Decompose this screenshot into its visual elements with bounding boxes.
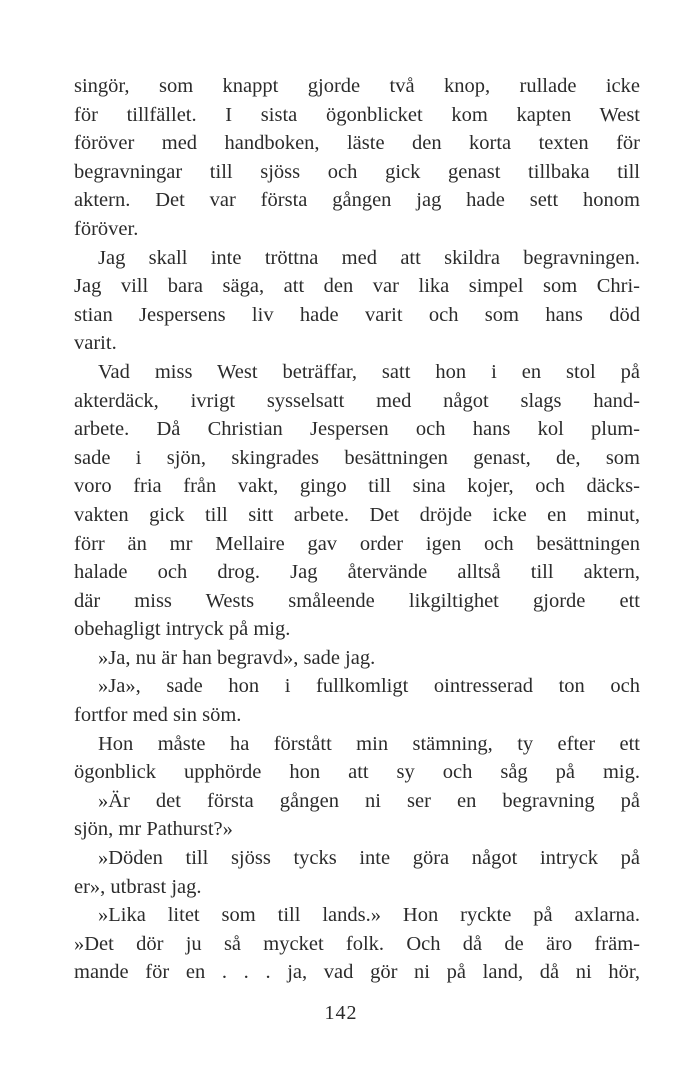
text-line: obehagligt intryck på mig.: [74, 618, 291, 641]
text-line: aktern. Det var första gången jag hade sett honom: [74, 189, 640, 212]
text-line: voro fria från vakt, gingo till sina kojer, och däcks-: [74, 475, 640, 498]
text-line: er», utbrast jag.: [74, 875, 202, 898]
text-line: Vad miss West beträffar, satt hon i en stol på: [98, 360, 640, 383]
text-line: fortfor med sin söm.: [74, 704, 242, 727]
text-line: »Det dör ju så mycket folk. Och då de äro främ-: [74, 932, 640, 955]
page-number: 142: [324, 1002, 358, 1024]
text-line: »Lika litet som till lands.» Hon ryckte på axlarna.: [98, 904, 640, 927]
text-line: »Är det första gången ni ser en begravning på: [98, 789, 640, 812]
text-line: »Döden till sjöss tycks inte göra något intryck på: [98, 847, 640, 870]
text-line: Hon måste ha förstått min stämning, ty efter ett: [98, 732, 640, 755]
text-line: mande för en . . . ja, vad gör ni på land, då ni hör,: [74, 961, 640, 984]
text-line: sade i sjön, skingrades besättningen genast, de, som: [74, 446, 640, 469]
text-line: Jag vill bara säga, att den var lika simpel som Chri-: [74, 275, 640, 298]
text-line: akterdäck, ivrigt sysselsatt med något slags hand-: [74, 389, 640, 412]
text-line: för tillfället. I sista ögonblicket kom kapten West: [74, 103, 640, 126]
text-line: »Ja», sade hon i fullkomligt ointresserad ton och: [98, 675, 640, 698]
text-line: föröver.: [74, 217, 139, 240]
text-line: halade och drog. Jag återvände alltså till aktern,: [74, 561, 640, 584]
text-line: singör, som knappt gjorde två knop, rullade icke: [74, 75, 640, 97]
text-line: stian Jespersens liv hade varit och som hans död: [74, 303, 640, 326]
text-line: vakten gick till sitt arbete. Det dröjde icke en minut,: [74, 503, 640, 526]
text-line: »Ja, nu är han begravd», sade jag.: [98, 646, 376, 669]
text-line: sjön, mr Pathurst?»: [74, 818, 233, 841]
text-line: förr än mr Mellaire gav order igen och besättningen: [74, 532, 640, 555]
text-line: begravningar till sjöss och gick genast tillbaka till: [74, 160, 640, 183]
text-line: Jag skall inte tröttna med att skildra begravningen.: [98, 246, 640, 269]
text-line: varit.: [74, 332, 117, 355]
text-line: ögonblick upphörde hon att sy och såg på mig.: [74, 761, 640, 784]
text-line: föröver med handboken, läste den korta texten för: [74, 132, 640, 155]
text-line: arbete. Då Christian Jespersen och hans kol plum-: [74, 418, 640, 441]
text-line: där miss Wests småleende likgiltighet gjorde ett: [74, 589, 640, 612]
page-text-block: [74, 72, 640, 987]
